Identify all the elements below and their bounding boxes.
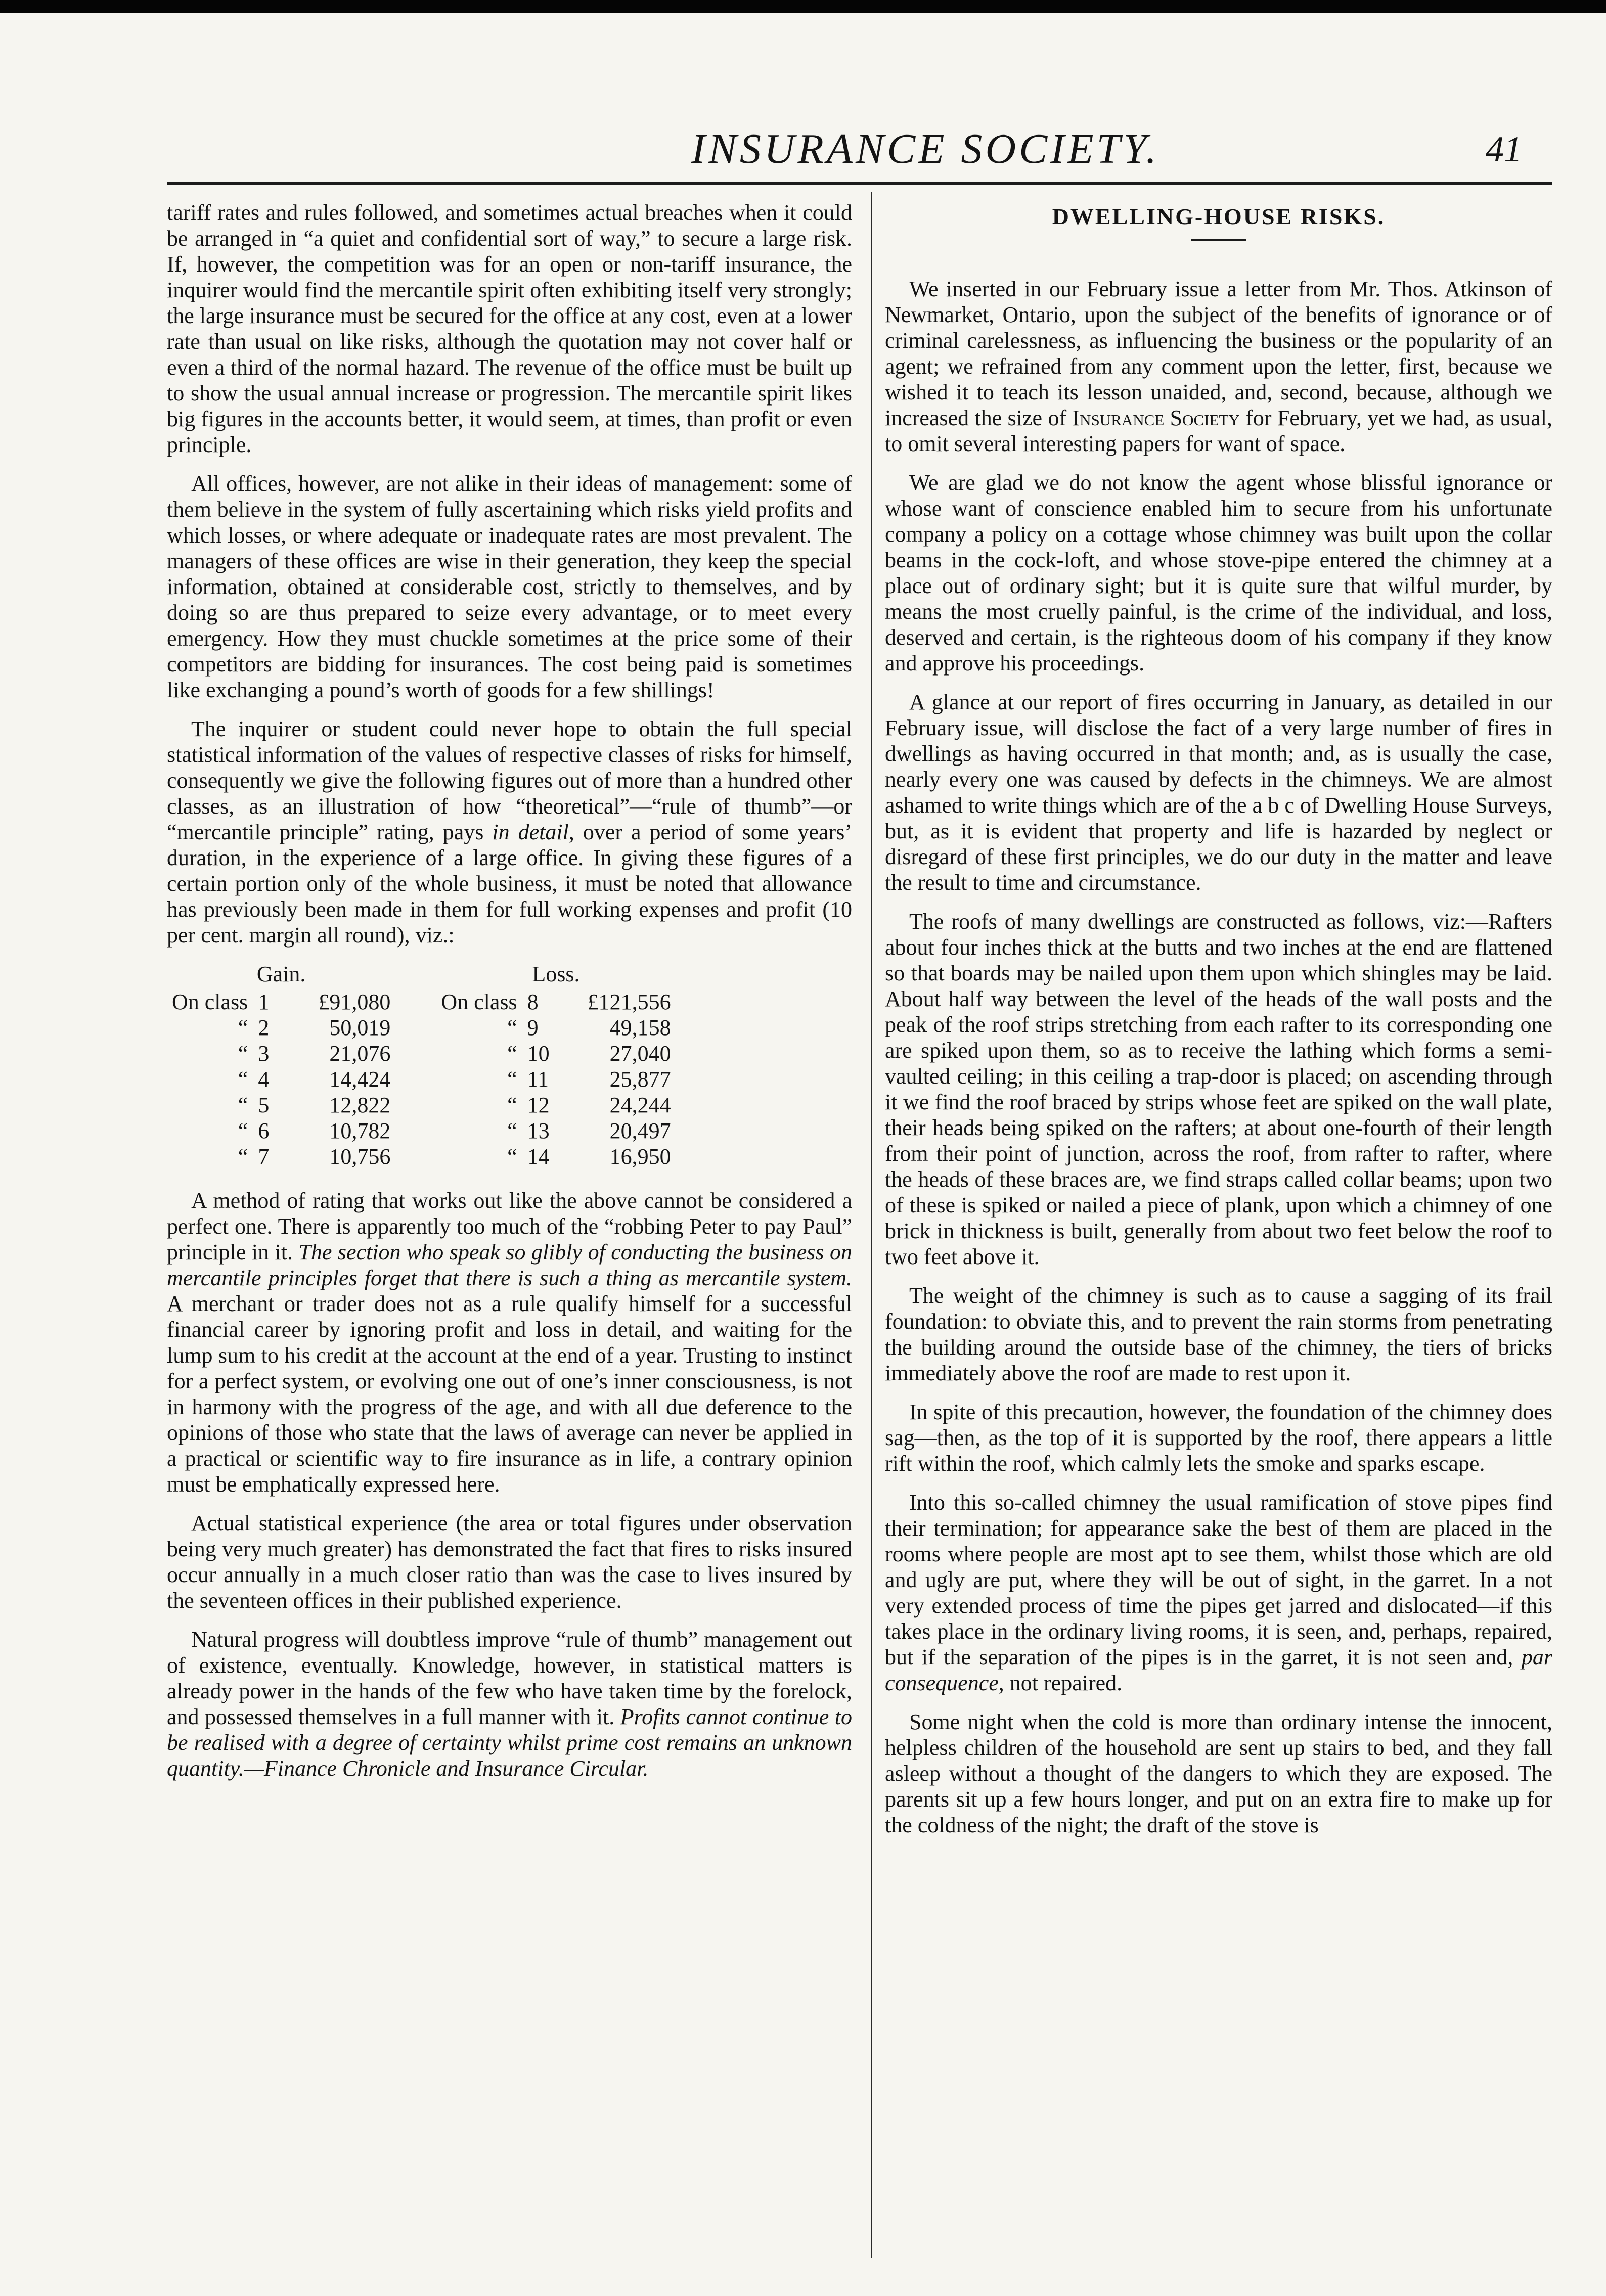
running-title: INSURANCE SOCIETY. — [691, 125, 1160, 172]
table-row — [167, 1092, 676, 1118]
loss-label: “ — [507, 1067, 517, 1092]
gain-amount: 10,782 — [329, 1118, 391, 1143]
loss-label: On class — [441, 989, 517, 1014]
scan-edge — [0, 0, 1606, 13]
italic-run: The section who speak so glibly of conducting the business on mercantile principles forget that there is such a thing as mercantile system. — [167, 1240, 852, 1290]
gain-class: 3 — [258, 1041, 270, 1066]
paragraph: We are glad we do not know the agent whose blissful ignorance or whose want of conscience enabled him to secure from his unfortunate company a policy on a cottage whose chimney was built upon the collar beams in the cock-loft, and whose stove-pipe entered the chimney at a place out of ordinary sight; but it is quite sure that wilful murder, by means the most cruelly painful, is the crime of the individual, and loss, deserved and certain, is the righteous doom of his company if they know and approve his proceedings. — [885, 470, 1552, 676]
table-gap — [395, 1118, 436, 1144]
table-gap — [395, 1015, 436, 1041]
title-rule — [1191, 239, 1246, 241]
loss-amount: 24,244 — [609, 1093, 671, 1117]
table-row — [167, 1041, 676, 1066]
column-divider — [871, 192, 872, 2258]
loss-class: 14 — [527, 1144, 550, 1169]
gain-class: 5 — [258, 1093, 270, 1117]
table-gap — [395, 1092, 436, 1118]
loss-amount: 25,877 — [609, 1067, 671, 1092]
table-gap — [395, 1066, 436, 1092]
loss-class: 9 — [527, 1015, 539, 1040]
gain-loss-table — [167, 961, 676, 1169]
gain-header: Gain. — [256, 962, 306, 986]
loss-label: “ — [507, 1144, 517, 1169]
gain-class: 6 — [258, 1118, 270, 1143]
paragraph: The weight of the chimney is such as to cause a sagging of its frail foundation: to obviate this, and to prevent the rain storms from penetrating the building around the outside base of the chimney, the tiers of bricks immediately above the roof are made to rest upon it. — [885, 1283, 1552, 1385]
text-run: , not repaired. — [998, 1671, 1123, 1695]
paragraph — [167, 1627, 852, 1781]
gain-amount: 12,822 — [329, 1093, 391, 1117]
loss-class: 11 — [527, 1067, 549, 1092]
paragraph — [167, 716, 852, 948]
gain-label: “ — [238, 1093, 248, 1117]
gain-amount: 10,756 — [329, 1144, 391, 1169]
gain-label: “ — [238, 1041, 248, 1066]
table-gap — [395, 1144, 436, 1169]
paragraph: Actual statistical experience (the area or total figures under observation being very much greater) has demonstrated the fact that fires to risks insured occur annually in a much closer ratio than was the case to lives insured by the seventeen offices in their published experience. — [167, 1511, 852, 1613]
gain-amount: 21,076 — [329, 1041, 391, 1066]
loss-class: 10 — [527, 1041, 550, 1066]
loss-amount: 20,497 — [609, 1118, 671, 1143]
table-gap — [395, 989, 436, 1015]
loss-label: “ — [507, 1015, 517, 1040]
gain-label: “ — [238, 1144, 248, 1169]
left-column — [167, 200, 852, 1794]
paragraph — [885, 1490, 1552, 1696]
paragraph: tariff rates and rules followed, and sometimes actual breaches when it could be arranged in “a quiet and confidential sort of way,” to secure a large risk. If, however, the competition was for an open or non-tariff insurance, the inquirer would find the mercantile spirit often exhibiting itself very strongly; the large insurance must be secured for the office at any cost, even at a lower rate than usual on like risks, although the quotation may not cover half or even a third of the normal hazard. The revenue of the office must be built up to show the usual annual increase or progression. The mercantile spirit likes big figures in the accounts better, it would seem, at times, than profit or even principle. — [167, 200, 852, 457]
text-run: for February, yet we had, as usual, to omit several interesting papers for want of space. — [885, 406, 1552, 456]
loss-header: Loss. — [532, 962, 580, 986]
table-gap — [395, 961, 436, 989]
loss-label: “ — [507, 1093, 517, 1117]
table-body — [167, 989, 676, 1169]
text-run: A merchant or trader does not as a rule qualify himself for a successful financial career by ignoring profit and loss in detail, and waiting for the lump sum to his credit at the account at the end of a year. Trusting to instinct for a perfect system, or evolving one out of one’s inner consciousness, is not in harmony with the progress of the age, and with all due deference to the opinions of those who state that the laws of average can never be applied in a practical or scientific way to fire insurance as in life, a contrary opinion must be emphatically expressed here. — [167, 1291, 852, 1497]
table-row — [167, 989, 676, 1015]
paragraph: Some night when the cold is more than ordinary intense the innocent, helpless children of the household are sent up stairs to bed, and they fall asleep without a thought of the dangers to which they are exposed. The parents sit up a few hours longer, and put on an extra fire to make up for the coldness of the night; the draft of the stove is — [885, 1709, 1552, 1837]
text-run: We inserted in our February issue a letter from Mr. Thos. Atkinson of Newmarket, Ontario, upon the subject of the benefits of ignorance or of criminal carelessness, as influencing the business or the popularity of an agent; we refrained from any comment upon the letter, first, because we wished it to teach its lesson unaided, and, second, because, although we increased the size of — [885, 277, 1552, 430]
right-column — [885, 200, 1552, 1851]
loss-amount: 49,158 — [609, 1015, 671, 1040]
table-row — [167, 1118, 676, 1144]
gain-label: “ — [238, 1015, 248, 1040]
gain-label: “ — [238, 1067, 248, 1092]
table-header-row — [167, 961, 676, 989]
small-caps-run: Insurance Society — [1072, 406, 1240, 430]
gain-amount: 50,019 — [329, 1015, 391, 1040]
loss-amount: £121,556 — [587, 989, 671, 1014]
table-row — [167, 1066, 676, 1092]
loss-label: “ — [507, 1118, 517, 1143]
loss-class: 13 — [527, 1118, 550, 1143]
gain-label: On class — [172, 989, 248, 1014]
table-row — [167, 1015, 676, 1041]
header-rule — [167, 182, 1552, 185]
gain-class: 4 — [258, 1067, 270, 1092]
loss-class: 8 — [527, 989, 539, 1014]
gain-amount: £91,080 — [318, 989, 391, 1014]
gain-class: 7 — [258, 1144, 270, 1169]
italic-run: par consequence — [885, 1645, 1552, 1695]
gain-class: 2 — [258, 1015, 270, 1040]
text-run: , over a period of some years’ duration, in the experience of a large office. In giving these figures of a certain portion only of the whole business, it must be noted that allowance has previously been made in them for full working expenses and profit (10 per cent. margin all round), viz.: — [167, 820, 852, 948]
italic-run: in detail — [492, 820, 569, 844]
paragraph — [885, 276, 1552, 457]
page-header — [167, 121, 1532, 177]
loss-label: “ — [507, 1041, 517, 1066]
page-number: 41 — [1486, 129, 1522, 169]
article-title: DWELLING-HOUSE RISKS. — [1052, 204, 1386, 230]
text-run: The inquirer or student could never hope to obtain the full special statistical information of the values of respective classes of risks for himself, consequently we give the following figures out of more than a hundred other classes, as an illustration of how “theoretical”—“rule of thumb”—or “mercantile principle” rating, pays — [167, 716, 852, 844]
paragraph: The roofs of many dwellings are constructed as follows, viz:—Rafters about four inches thick at the butts and two inches at the end are flattened so that boards may be nailed upon them upon which shingles may be laid. About half way between the level of the heads of the wall posts and the peak of the roof strips stretching from each rafter to its corresponding one are spiked upon them, so as to receive the lathing which forms a semi-vaulted ceiling; in this ceiling a trap-door is placed; on ascending through it we find the roof braced by strips whose feet are spiked on the wall plate, their heads being spiked on the rafters; at about one-fourth of their length from their point of junction, across the roof, from rafter to rafter, where the heads of these braces are, we find straps called collar beams; upon two of these is spiked or nailed a piece of plank, upon which a chimney of one brick in thickness is built, generally from about two feet below the roof to two feet above it. — [885, 909, 1552, 1269]
paragraph — [167, 1188, 852, 1497]
text-run: Natural progress will doubtless improve “rule of thumb” management out of existence, eventually. Knowledge, however, in statistical matters is already power in the hands of the few who have taken time by the forelock, and possessed themselves in a full manner with it. — [167, 1627, 852, 1729]
gain-label: “ — [238, 1118, 248, 1143]
paragraph: In spite of this precaution, however, the foundation of the chimney does sag—then, as the top of it is supported by the roof, there appears a little rift within the roof, which calmly lets the smoke and sparks escape. — [885, 1400, 1552, 1476]
table-row — [167, 1144, 676, 1169]
paragraph: All offices, however, are not alike in their ideas of management: some of them believe in the system of fully ascertaining which risks yield profits and which losses, or where adequate or inadequate rates are most prevalent. The managers of these offices are wise in their generation, they keep the special information, obtained at considerable cost, strictly to themselves, and by doing so are thus prepared to seize every advantage, or to meet every emergency. How they must chuckle sometimes at the price some of their competitors are bidding for insurances. The cost being paid is sometimes like exchanging a pound’s worth of goods for a few shillings! — [167, 471, 852, 702]
text-run: A method of rating that works out like the above cannot be considered a perfect one. There is apparently too much of the “robbing Peter to pay Paul” principle in it. — [167, 1188, 852, 1265]
table-gap — [395, 1041, 436, 1066]
gain-class: 1 — [258, 989, 270, 1014]
italic-run: Profits cannot continue to be realised with a degree of certainty whilst prime cost remains an unknown quantity.—Finance Chronicle and Insurance Circular. — [167, 1704, 852, 1781]
loss-class: 12 — [527, 1093, 550, 1117]
loss-amount: 16,950 — [609, 1144, 671, 1169]
loss-amount: 27,040 — [609, 1041, 671, 1066]
gain-amount: 14,424 — [329, 1067, 391, 1092]
paragraph: A glance at our report of fires occurring in January, as detailed in our February issue, will disclose the fact of a very large number of fires in dwellings as having occurred in that month; and, as is usually the case, nearly every one was caused by defects in the chimneys. We are almost ashamed to write things which are of the a b c of Dwelling House Surveys, but, as it is evident that property and life is hazarded by neglect or disregard of these first principles, we do our duty in the matter and leave the result to time and circumstance. — [885, 690, 1552, 895]
text-run: Into this so-called chimney the usual ramification of stove pipes find their termination; for appearance sake the best of them are placed in the rooms where people are most apt to see them, whilst those which are old and ugly are put, where they will be out of sight, in the garret. In a not very extended process of time the pipes get jarred and dislocated—if this takes place in the ordinary living rooms, it is seen, and, perhaps, repaired, but if the separation of the pipes is in the garret, it is not seen and, — [885, 1490, 1552, 1670]
